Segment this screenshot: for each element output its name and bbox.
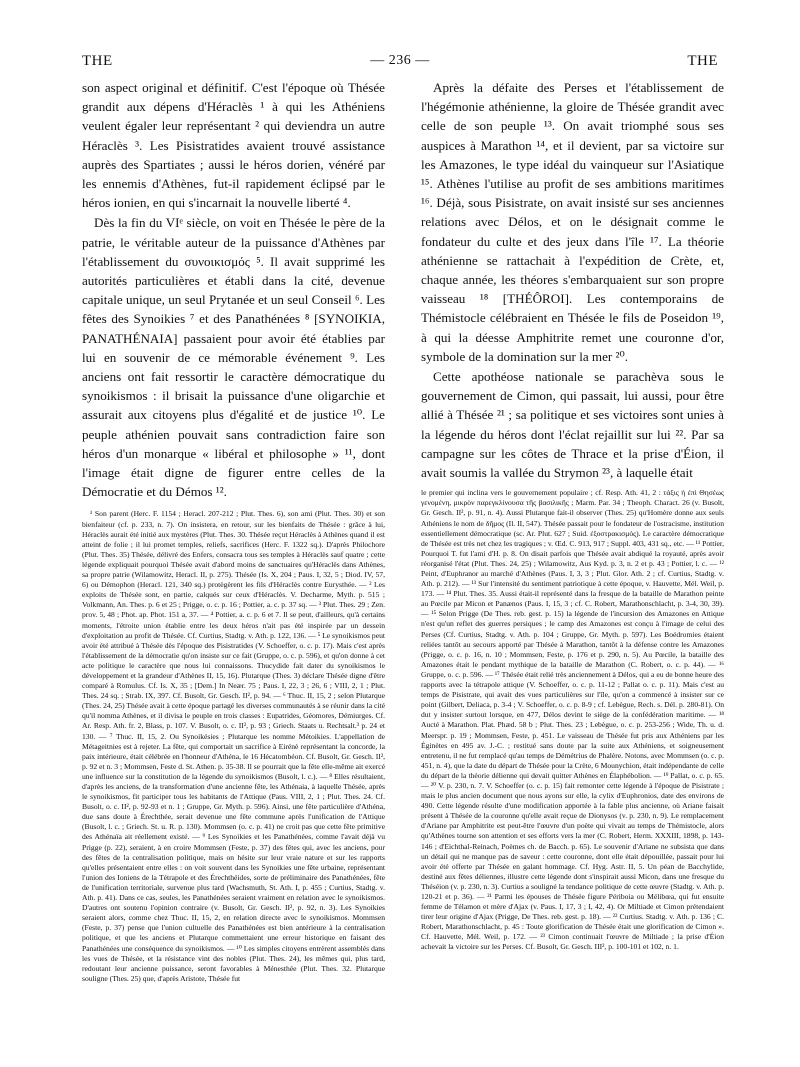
right-footnotes (421, 488, 724, 952)
left-paragraph-1: son aspect original et définitif. C'est l'époque où Thésée grandit aux dépens d'Héraclès ¹ à qui les Athéniens veulent égaler leur représentant ² qui deviendra un autre Héraclès ³. Les Pisistratides avaient trouvé assistance auprès des Spartiates ; aussi le héros dorien, vénéré par les ennemis d'Athènes, fut-il rapidement éclipsé par le héros ionien, en qui s'incarnait la nouvelle liberté ⁴. (82, 80, 385, 211)
left-footnotes (82, 509, 385, 983)
header-left-word: THE (82, 52, 113, 69)
left-paragraph-2: Dès la fin du VIᵉ siècle, on voit en Thésée le père de la patrie, le véritable auteur de la puissance d'Athènes par l'établissement du συνοικισμός ⁵. Il avait supprimé les autorités particulières et établi dans la cité, devenue capitale unique, un seul Prytanée et un seul Conseil ⁶. Les fêtes des Synoikies ⁷ et des Panathénées ⁸ [SYNOIKIA, PANATHÉNAIA] passaient pour avoir été établies par lui en souvenir de ce mémorable événement ⁹. Les anciens ont fait ressortir le caractère démocratique du synoikismos : il brisait la puissance d'une oligarchie et assurait aux citoyens plus d'égalité et de justice ¹⁰. Le peuple athénien pouvait sans contradiction faire son héros d'un monarque « libéral et philosophe » ¹¹, dont l'image était digne de figurer entre celles de la Démocratie et du Démos ¹². (82, 215, 385, 500)
left-footnote-text: ¹ Son parent (Herc. F. 1154 ; Heracl. 207-212 ; Plut. Thes. 6), son ami (Plut. Thes. 30) et son bienfaiteur (cf. p. 233, n. 7). On insistera, en retour, sur les bienfaits de Thésée : grâce à lui, Héraclès aurait été initié aux mystères (Plut. Thes. 30. Thésée reçut Héraclès à Athènes quand il est atteint de folie ; il lui promet temples, reliefs, sacrifices (Herc. F. 1322 sq.). D'après Philochore (Plut. Thes. 35) Thésée, délivré des Enfers, consacra tous ses temples à Héraclès sauf quatre ; cette légende expliquait pourquoi Thésée avait d'abord moins de sanctuaires qu'Héraclès dans Athènes, sa propre patrie (Wilamowitz, Heracl. II, p. 275). Thésée (Is. X, 204 ; Paus. I, 32, 5 ; Diod. IV, 57, 6) ou Démophon (Heracl. 121, 340 sq.) protègèrent les fils d'Héraclès contre Eurysthée. — ² Les exploits de Thésée sont, en partie, calqués sur ceux d'Héraclès. V. Decharme, Myth. p. 515 ; Volkmann, An. Thes. p. 6 et 25 ; Prigge, o. c. p. 16 ; Pottier, a. c. p. 37 sq. — ³ Plut. Thes. 29 ; Zen. prov. 5, 48 ; Phot. ap. Phot. 151 a, 37. — ⁴ Pottier, a. c. p. 6 et 7. Il se peut, d'ailleurs, qu'à certains moments, l'étroite union établie entre les deux héros n'ait pas été inspirée par un dessein d'exploitation au profit de Thésée. Cf. Curtius, Stadtg. v. Ath. p. 122, 136. — ⁵ Le synoikismos peut avoir été attribué à Thésée dès l'époque des Pisistratides (V. Schoeffer, o. c. p. 17). Mais c'est après l'établissement de la démocratie qu'on insiste sur ce fait (Gruppe, o. c. p. 596), et qu'on donne à cet acte politique le caractère que nous lui connaissons. Thucydide fait dater du synoikismos le développement et la grandeur d'Athènes II, 15, 16). Plutarque (Thes. 3) déclare Thésée digne d'être comparé à Romulus. Cf. Is. X, 35 ; [Dem.] In Neær. 75 ; Paus. I, 22, 3 ; 26, 6 ; VIII, 2, 1 ; Plut. Thes. 24 sq. ; Strab. IX, 397. Cf. Busolt, Gr. Gesch. II², p. 94. — ⁶ Thuc. II, 15, 2 ; selon Plutarque (Thes. 24, 25) Thésée avait à cette époque partagé les diverses communautés à se réunir dans la cité qu'il nomma Athènes, et il divisa le peuple en trois classes : Eupatrides, Géomores, Démiurges. Cf. Ar. Resp. Ath. fr. 2, Blass, p. 107. V. Busolt, o. c. II², p. 93 ; Griech. Staats u. Rechtsalt.³ p. 24 et 130. — ⁷ Thuc. II, 15, 2. Ou Synoikésies ; Plutarque les nomme Métoikies. L'appellation de Métageitnies est à rejeter. La fête, qui comportait un sacrifice à Eirénè représentant la concorde, la paix intérieure, était célébrée en l'honneur d'Athéna, le 16 Hécatombéon. Cf. Busolt, Gr. Gesch. II², p. 92 et n. 3 ; Mommsen, Feste d. St. Athen. p. 35-38. Il se pourrait que la fête elle-même ait exercé une influence sur la constitution de la légende du synoikismos (Busolt, l. c.). — ⁸ Elles résultaient, d'après les anciens, de la transformation d'une ancienne fête, les Athénaia, à laquelle Thésée, après le synoikismos, fit participer tous les habitants de l'Attique (Paus. VIII, 2, 1 ; Plut. Thes. 24. Cf. Busolt, o. c. II², p. 92-93 et n. 1 ; Gruppe, Gr. Myth. p. 596). Ainsi, une fête particulière d'Athéna, due sans doute à Érechthée, serait devenue une fête commune après l'unification de l'Attique (Busolt, l. c. ; Griech. St. u. R. p. 130). Mommsen (o. c. p. 41) ne croit pas que cette fête primitive des Athénaïa ait réellement existé. — ⁹ Les Synoikies et les Panathénées, comme l'avait déjà vu Prigge (p. 22), seraient, à en croire Mommsen (Feste, p. 37) des fêtes qui, avec les anciens, pour des fêtes de la centralisation politique, mais on hésite sur leur vraie nature et sur les rapports qu'elles présentaient entre elles : on voit souvent dans les Synoikies une fête urbaine, représentant l'union des Ioniens de la Tétrapole et des Érechthéides, sorte de préliminaire des Panathénées, fête de l'unification territoriale, survenue plus tard (Wachsmuth, St. Ath. I, p. 455 ; Curtius, Stadtg. v. Ath. p. 41). Dans ce cas, seules, les Panathénées seraient vraiment en relation avec le synoikismos. D'autres ont soutenu l'opinion contraire (v. Busolt, Gr. Gesch. II², p. 92, n. 3). Les Synoikies seraient alors, comme chez Thuc. II, 15, 2, en relation directe avec le synoikismos. Mommsen (Feste, p. 37) pense que l'union cultuelle des Panathénées est bien antérieure à la centralisation politique, et que les anciens et Plutarque commettaient une erreur historique en faisant des Panathénées une conséquence du synoikismos. — ¹⁰ Les simples citoyens entrèrent assemblés dans les vues de Thésée, et la résistance vint des nobles (Plut. Thes. 24), les mêmes qui, plus tard, redoutant leur ancienne puissance, seront favorables à Ménesthée (Plut. Thes. 32. Plutarque souligne (Thes. 25) que, d'après Aristote, Thésée fut (82, 509, 385, 983)
left-column (82, 78, 385, 1038)
two-column-body (82, 78, 724, 1038)
right-column (421, 78, 724, 1038)
right-footnote-text: le premier qui inclina vers le gouvernement populaire ; cf. Resp. Ath. 41, 2 : τάξις ἡ ἐπὶ Θησέως γενομένη, μικρὸν παρεγκλίνουσα τῆς βασιλικῆς ; Marm. Par. 34 ; Theoph. Charact. 26 (v. Busolt, Gr. Gesch. II², p. 91, n. 4). Aussi Plutarque fait-il observer (Thes. 25) qu'Homère donne aux seuls Athéniens le nom de δῆμος (Il. II, 547). Thésée passait pour le fondateur de l'ostracisme, institution essentiellement démocratique (sc. Ar. Plut. 627 ; Suid. ἐξοστρακισμός). Le caractère démocratique de Thésée est très net chez les tragiques ; v. Œd. C. 913, 917 ; Suppl. 403, 431 sq., etc. — ¹¹ Pottier, Pourquoi T. fut l'ami d'H. p. 8. On disait parfois que Thésée avait abdiqué la royauté, après avoir réorganisé l'état (Plut. Thes. 24, 25) ; Wilamowitz, Aus Kyd. p. 3, n. 2 et p. 43 ; Pottier, l. c. — ¹² Peint, d'Euphranor au marché d'Athènes (Paus. I, 3, 3 ; Plut. Glor. Ath. 2 ; cf. Curtius, Stadtg. v. Ath. p. 212). — ¹³ Sur l'intensité du sentiment patriotique à cette époque, v. Hauvette, Mél. Weil, p. 173. — ¹⁴ Plut. Thes. 35. Aussi était-il représenté dans la fresque de la bataille de Marathon peinte au Pœcile par Micon et Panænos (Paus. I, 15, 3 ; cf. C. Robert, Marathonschlacht, p. 3-4, 30, 39). — ¹⁵ Selon Prigge (De Thes. reb. gest. p. 15) la légende de l'incursion des Amazones en Attique n'est qu'un reflet des guerres persiques ; le camp des Amazones est conçu à l'image de celui des Perses (Cf. Curtius, Stadtg. v. Ath. p. 104 ; Gruppe, Gr. Myth. p. 597). Les Boédromies étaient reliées tantôt au secours apporté par Thésée à Marathon, tantôt à la défense contre les Amazones (Prigge, o. c. p. 16, n. 10 ; Mommsen, Feste, p. 176 et p. 290, n. 5). Au Pœcile, la bataille des Amazones était le pendant mythique de la bataille de Marathon (C. Robert, o. c. p. 44). — ¹⁶ Gruppe, o. c. p. 596. — ¹⁷ Thésée était relié très anciennement à Délos, qui a eu de bonne heure des rapports avec la tétrapole attique (V. Schoeffer, o. c. p. 11-12 ; Pallat o. c. p. 11). Mais c'est au temps de Pisistrate, qui avait des vues particulières sur l'île, qu'on a commencé à insister sur ce point (Gilbert, Deliaca, p. 3-4 ; V. Schoeffer, o. c. p. 8-9 ; cf. Lebègue, Rech. s. Dél. p. 280-81). On dut y insister surtout lorsque, en 477, Délos devint le siège de la confédération maritime. — ¹⁸ Aucté à Marathon. Plat. Phæd. 58 b ; Plut. Thes. 23 ; Lebègue, o. c. p. 253-256 ; Wide, Th. u. d. Meerspr. p. 19 ; Mommsen, Feste, p. 451. Le vaisseau de Thésée fut pris aux Athéniens par les Éginètes en 495 av. J.-C. ; restitué sans doute par la suite aux Athéniens, et soigneusement entretenu, il ne fut remplacé qu'au temps de Démétrius de Phalère. Notons, avec Mommsen (o. c. p. 451, n. 4), que la date du départ de Thésée pour la Crète, 6 Mounychion, était indépendante de celle du départ de la théorie délienne qui devait quitter Athènes en Élaphébolion. — ¹⁹ Pallat, o. c. p. 65. — ²⁰ V. p. 230, n. 7. V. Schoeffer (o. c. p. 15) fait remonter cette légende à l'époque de Pisistrate ; mais le plus ancien document que nous ayons sur elle, la cylix d'Euphronios, date des environs de 490. Cette légende résulte d'une modification apportée à la fable plus ancienne, où Ariane faisait présent à Thésée de la couronne qu'elle avait reçue de Dionysos (v. p. 230, n. 9). Le remplacement d'Ariane par Amphitrite est peut-être l'œuvre d'un poète qui vivait au temps de Thémistocle, alors qu'Athènes tourne son attention et ses efforts vers la mer (C. Robert, Herm. XXXIII, 1898, p. 143-146 ; d'Eichthal-Reinach, Poèmes ch. de Bacch. p. 65). Le souvenir d'Ariane ne subsista que dans un détail qui ne manque pas de saveur : cette couronne, dont elle était dépouillée, passait pour lui avoir été offerte par Thésée en galant hommage. Cf. Hyg. Astr. II, 5. Un péan de Bacchylide, destiné aux fêtes déliennes, illustre cette légende dont s'inspirait aussi Micon, dans une fresque du Théséion (v. p. 230, n. 3). Curtius a souligné la tendance politique de cette œuvre (Stadtg. v. Ath. p. 120-21 et p. 36). — ²¹ Parmi les épouses de Thésée figure Périboia ou Mélibœa, qui fut ensuite femme de Télamon et mère d'Ajax (v. Paus. I, 17, 3 ; I, 42, 4). Or Miltiade et Cimon prétendaient tirer leur origine d'Ajax (Prigge, De Thes. reb. gest. p. 18). — ²² Curtius. Stadtg. v. Ath. p. 136 ; C. Robert, Marathonschlacht, p. 45 : Toute glorification de Thésée était une glorification de Cimon ». Cf. Hauvette, Mél. Weil, p. 172. — ²³ Cimon continuait l'œuvre de Miltiade ; la prise d'Éion achevait la victoire sur les Perses. Cf. Busolt, Gr. Gesch. III², p. 100-101 et 102, n. 1. (421, 488, 724, 952)
page-number: — 236 — (370, 53, 430, 68)
running-header (82, 50, 718, 72)
right-paragraph-1: Après la défaite des Perses et l'établissement de l'hégémonie athénienne, la gloire de Thésée grandit avec celle de son peuple ¹³. On avait triomphé sous ses auspices à Marathon ¹⁴, et il devient, par sa victoire sur les Amazones, le type idéal du vainqueur sur l'Asiatique ¹⁵. Athènes l'utilise au profit de ses ambitions maritimes ¹⁶. Déjà, sous Pisistrate, on avait insisté sur ses anciennes relations avec Délos, et on le désignait comme le fondateur du culte et des jeux dans l'île ¹⁷. La théorie athénienne se rattachait à l'expédition de Crète, et, chaque année, les théores s'embarquaient sur son propre vaisseau ¹⁸ [THÉÔROI]. Les contemporains de Thémistocle célébraient en Thésée le fils de Poseidon ¹⁹, à qui la déesse Amphitrite remet une couronne d'or, symbole de la domination sur la mer ²⁰. (421, 80, 724, 364)
right-paragraph-2: Cette apothéose nationale se parachèva sous le gouvernement de Cimon, qui passait, lui aussi, pour être allié à Thésée ²¹ ; sa politique et ses victoires sont unies à la légende du héros dont l'éclat rejaillit sur lui ²². Par sa campagne sur les côtes de Thrace et la prise d'Éion, il avait soumis la vallée du Strymon ²³, à laquelle était (421, 369, 724, 481)
header-right-word: THE (687, 52, 718, 69)
